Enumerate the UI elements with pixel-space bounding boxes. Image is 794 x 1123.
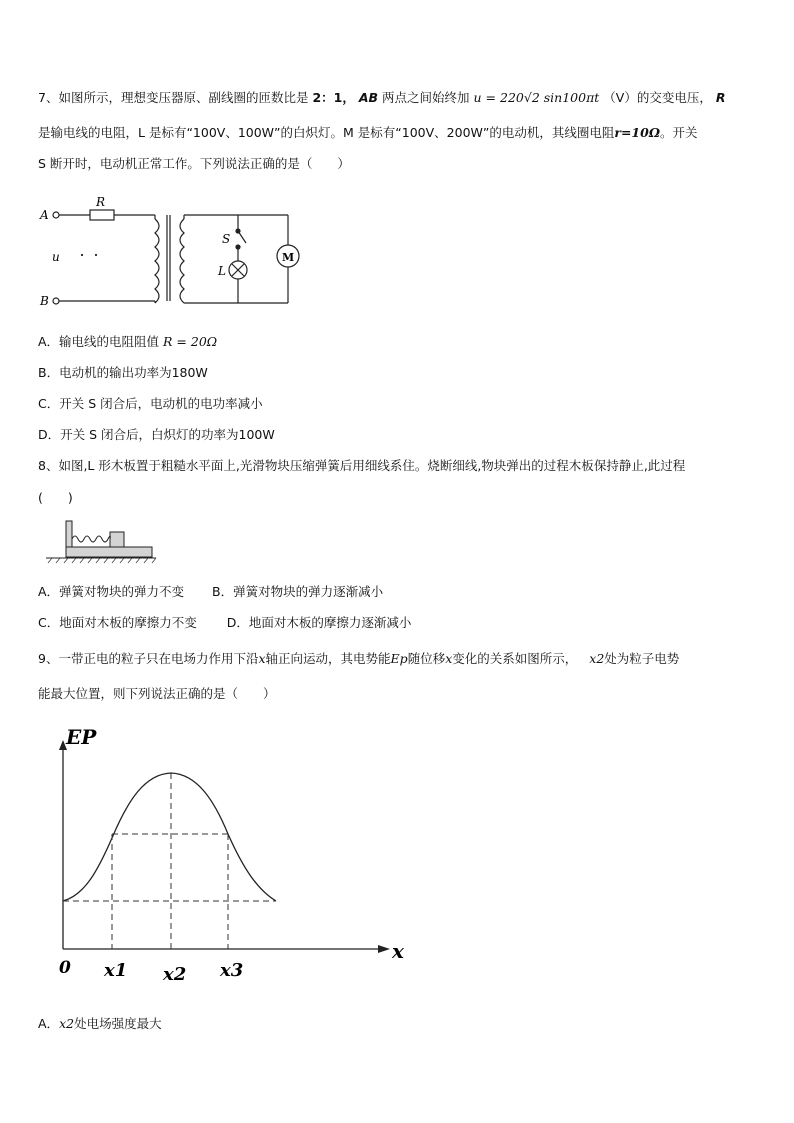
q9-line-2: 能最大位置，则下列说法正确的是（ ）	[38, 686, 276, 701]
secondary-coil	[180, 219, 184, 303]
label-a: A	[40, 208, 49, 222]
l-board	[66, 547, 152, 557]
label-m: M	[282, 251, 295, 264]
q7-option-c: C．开关 S 闭合后，电动机的电功率减小	[38, 396, 263, 411]
tick-x2: x2	[163, 964, 187, 985]
transformer-circuit-figure	[38, 195, 328, 313]
label-b: B	[40, 294, 49, 308]
tick-x3: x3	[220, 960, 244, 981]
q9-option-a: A．x2处电场强度最大	[38, 1016, 162, 1031]
board-wall	[66, 521, 72, 547]
l-board-spring-figure	[46, 518, 158, 564]
q7-option-b: B．电动机的输出功率为180W	[38, 365, 208, 380]
switch-s	[238, 231, 246, 243]
origin-label: 0	[59, 958, 71, 978]
voltage-formula: u = 220√2 sin100πt	[473, 90, 600, 105]
q8-line-2: ( )	[38, 490, 73, 505]
label-l: L	[218, 264, 226, 278]
q8-line-1: 8、如图,L 形木板置于粗糙水平面上,光滑物块压缩弹簧后用细线系住。烧断细线,物块弹出的过程木板保持静止,此过程	[38, 458, 686, 473]
x-axis-label: x	[392, 939, 404, 963]
ab-points: AB	[358, 90, 379, 105]
label-s: S	[222, 232, 231, 246]
spring	[72, 536, 110, 542]
q7-line-1: 7、如图所示，理想变压器原、副线圈的匝数比是 2：1， AB 两点之间始终加 u = 220√2 sin100πt （V）的交变电压， R	[38, 90, 726, 105]
q7-option-d: D．开关 S 闭合后，白炽灯的功率为100W	[38, 427, 275, 442]
q7-line-2: 是输电线的电阻，L 是标有“100V、100W”的白炽灯。M 是标有“100V、200W”的电动机，其线圈电阻r=10Ω。开关	[38, 125, 698, 140]
resistor-r	[90, 210, 114, 220]
coil-resistance: r=10Ω	[614, 125, 660, 140]
block	[110, 532, 124, 547]
q8-options-ab: A．弹簧对物块的弹力不变 B．弹簧对物块的弹力逐渐减小	[38, 584, 384, 599]
ep-curve	[63, 773, 276, 901]
q9-line-1: 9、一带正电的粒子只在电场力作用下沿x轴正向运动，其电势能Ep随位移x变化的关系如图所示， x2处为粒子电势	[38, 651, 680, 666]
turns-ratio: 2：1，	[312, 90, 355, 105]
terminal-a	[53, 212, 59, 218]
label-r: R	[96, 195, 106, 209]
q8-options-cd: C．地面对木板的摩擦力不变 D．地面对木板的摩擦力逐渐减小	[38, 615, 412, 630]
q7-line-3: S 断开时，电动机正常工作。下列说法正确的是（ ）	[38, 156, 350, 171]
tick-x1: x1	[104, 960, 128, 981]
ep-x-graph	[40, 720, 420, 992]
y-axis-label: EP	[66, 725, 97, 749]
q7-option-a: A．输电线的电阻阻值 R = 20Ω	[38, 334, 218, 349]
resistor-symbol: R	[715, 90, 726, 105]
terminal-b	[53, 298, 59, 304]
label-u: u	[52, 250, 60, 264]
primary-coil	[155, 219, 159, 303]
